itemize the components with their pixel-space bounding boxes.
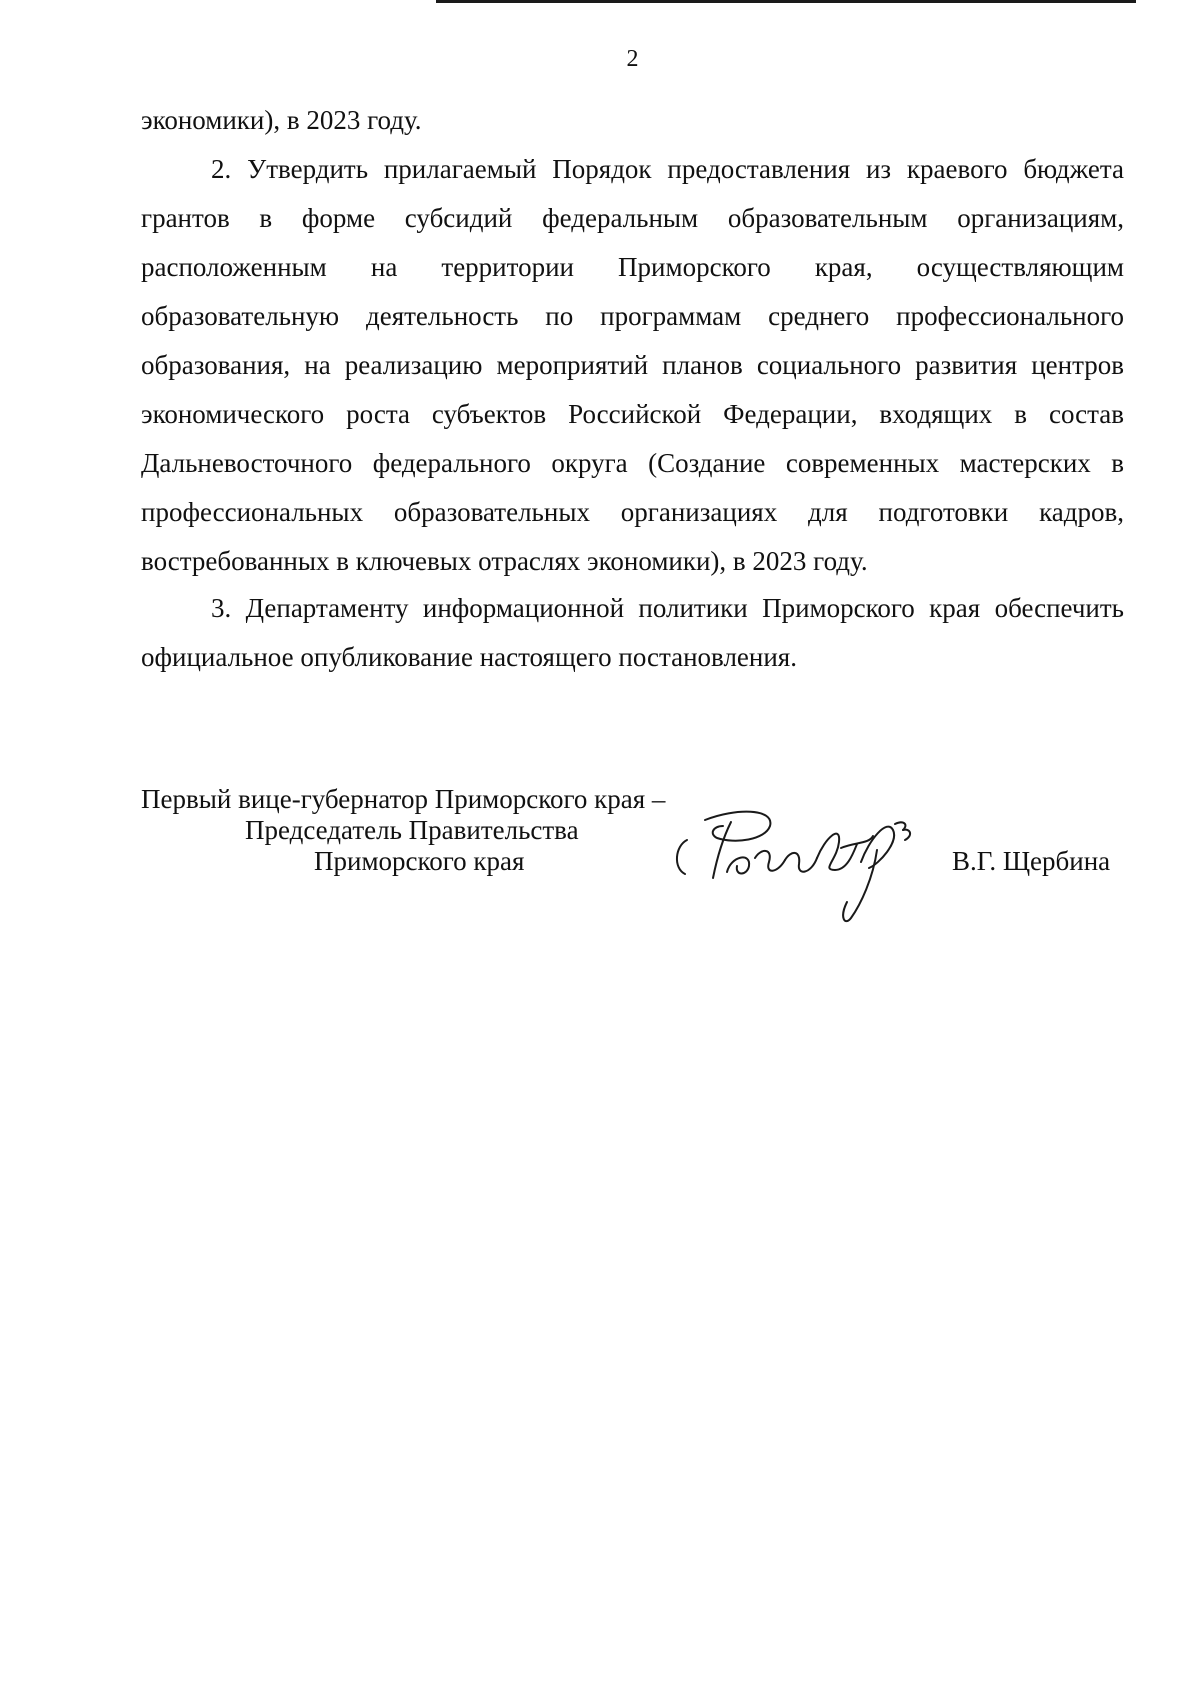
paragraph-2: 2. Утвердить прилагаемый Порядок предоставления из краевого бюджета грантов в форме субсидий федеральным образовательным организациям, расположенным на территории Приморского края, осуществляющим образовательную деятельность по программам среднего профессионального образования, на реализацию мероприятий планов социального развития центров экономического роста субъектов Российской Федерации, входящих в состав Дальневосточного федерального округа (Создание современных мастерских в профессиональных образовательных организациях для подготовки кадров, востребованных в ключевых отраслях экономики), в 2023 году. [141, 154, 1124, 576]
page-number: 2 [626, 46, 639, 72]
signatory-name: В.Г. Щербина [952, 846, 1111, 876]
top-rule [436, 0, 1136, 3]
signatory-title [141, 784, 721, 877]
signatory-title-line-2: Председатель Правительства [245, 815, 579, 845]
handwritten-signature-icon [665, 778, 965, 928]
continuation-line: экономики), в 2023 году. [141, 105, 422, 135]
signatory-title-line-3: Приморского края [314, 846, 525, 876]
paragraph-3: 3. Департаменту информационной политики Приморского края обеспечить официальное опубликование настоящего постановления. [141, 593, 1124, 672]
signatory-title-line-1: Первый вице-губернатор Приморского края – [141, 784, 666, 814]
